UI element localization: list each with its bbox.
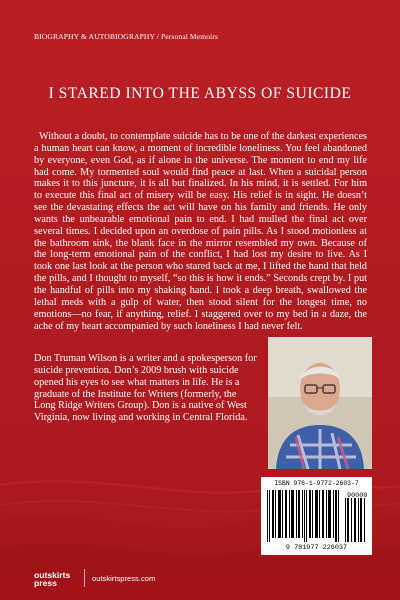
author-bio: Don Truman Wilson is a writer and a spokesperson for suicide prevention. Don’s 2009 brush with suicide opened his eyes to see what matters in life. He is a graduate of the Institute for Writers (formerly, the Long Ridge Writers Group). Don is a native of West Virginia, now living and working in Central Florida. bbox=[34, 353, 257, 424]
isbn-barcode bbox=[261, 477, 372, 555]
publisher-url: outskirtspress.com bbox=[92, 574, 156, 583]
isbn-label: ISBN 978-1-9772-2603-7 bbox=[274, 480, 359, 487]
author-portrait-icon bbox=[268, 337, 372, 469]
outskirts-press-logo bbox=[34, 571, 70, 587]
author-photo bbox=[268, 337, 372, 469]
barcode-addon-number: 90000 bbox=[347, 492, 368, 500]
excerpt-paragraph: Without a doubt, to contemplate suicide has to be one of the darkest experiences a human heart can know, a moment of incredible loneliness. You feel abandoned by everyone, even God, as if alone in the universe. The moment to end my life had come. My tormented soul would find peace at last. When a suicidal person makes it to this juncture, it is all but finalized. In his mind, it is settled. For him to execute this final act of misery will be easy. His relief is in sight. He doesn’t see the devastating effects the act will have on his family and friends. He only wants the unbearable emotional pain to end. I had mulled the final act over several times. I decided upon an overdose of pain pills. As I stood motionless at the bathroom sink, the blank face in the mirror resembled my own. Because of the long-term emotional pain of the conflict, I had lost my desire to live. As I took one last look at the person who stared back at me, I lifted the hand that held the pills, and I thought to myself, “so this is how it ends.” Seconds crept by. I put the handful of pills into my shaking hand. I took a deep breath, swallowed the lethal meds with a gulp of water, then stood silent for the longest time, no emotions—no fear, if anything, relief. I staggered over to my bed in a daze, the ache of my heart accompanied by such loneliness I had never felt. bbox=[34, 131, 367, 332]
publisher-divider bbox=[84, 569, 85, 587]
barcode-number: 9 781977 226037 bbox=[285, 544, 348, 552]
publisher-logo-line2: press bbox=[34, 578, 57, 588]
publisher-logo-line1: outskirts bbox=[34, 570, 71, 580]
category-label: BIOGRAPHY & AUTOBIOGRAPHY / Personal Memoirs bbox=[34, 32, 219, 41]
back-cover-headline: I STARED INTO THE ABYSS OF SUICIDE bbox=[48, 85, 352, 102]
